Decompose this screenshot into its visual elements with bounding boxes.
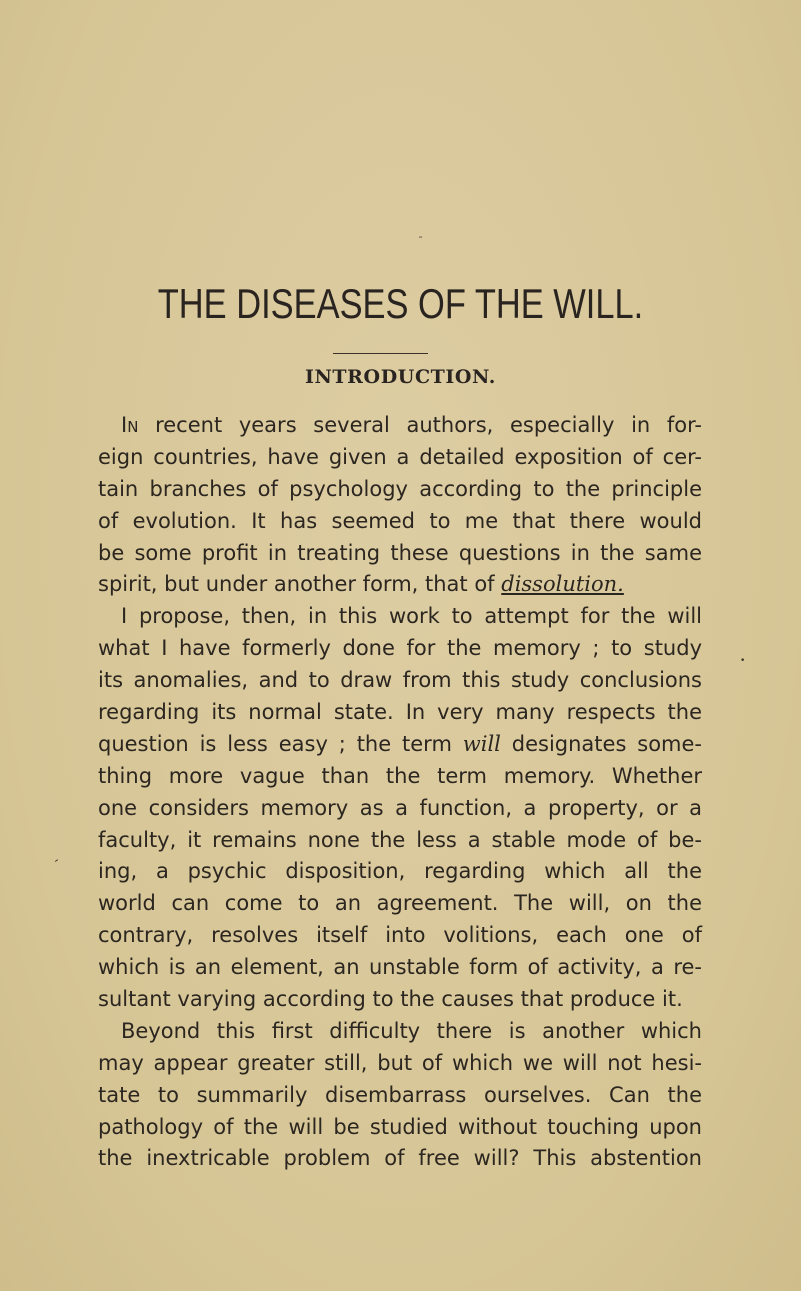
title-rule bbox=[333, 353, 428, 354]
stray-mark-left: - bbox=[50, 853, 62, 867]
text-line: of evolution. It has seemed to me that there would bbox=[98, 508, 702, 533]
text-line: one considers memory as a function, a property, or a bbox=[98, 795, 702, 820]
text-line: what I have formerly done for the memory ; to study bbox=[98, 636, 702, 661]
stray-mark-top: ˜ bbox=[418, 236, 423, 247]
text-line: tate to summarily disembarrass ourselves. Can the bbox=[98, 1082, 702, 1107]
text-line: sultant varying according to the causes that produce it. bbox=[98, 987, 683, 1012]
text-line: contrary, resolves itself into volitions, each one of bbox=[98, 923, 702, 948]
emphasis-dissolution: dissolution. bbox=[501, 572, 624, 597]
text-line: question is less easy ; the term will designates some- bbox=[98, 731, 702, 756]
stray-mark-right: • bbox=[740, 656, 746, 666]
text-line: faculty, it remains none the less a stable mode of be- bbox=[98, 827, 702, 852]
text-line: may appear greater still, but of which we will not hesi- bbox=[98, 1050, 702, 1075]
text-line: eign countries, have given a detailed exposition of cer- bbox=[98, 444, 702, 469]
text-line: In recent years several authors, especially in for- bbox=[121, 413, 702, 437]
text-line: thing more vague than the term memory. Whether bbox=[98, 763, 702, 788]
chapter-heading: INTRODUCTION. bbox=[304, 366, 497, 388]
text-line: pathology of the will be studied without touching upon bbox=[98, 1114, 702, 1139]
book-title: THE DISEASES OF THE WILL. bbox=[157, 280, 644, 327]
text-line: its anomalies, and to draw from this study conclusions bbox=[98, 668, 702, 693]
text-line: tain branches of psychology according to the principle bbox=[98, 476, 702, 501]
body-text bbox=[98, 410, 702, 1175]
text-line: which is an element, an unstable form of activity, a re- bbox=[98, 955, 702, 980]
text-line: Beyond this first difficulty there is another which bbox=[121, 1018, 702, 1043]
text-line: world can come to an agreement. The will, on the bbox=[98, 891, 702, 916]
text-line: spirit, but under another form, that of dissolution. bbox=[98, 572, 624, 597]
text-line: the inextricable problem of free will? This abstention bbox=[98, 1146, 702, 1171]
text-line: be some profit in treating these questions in the same bbox=[98, 540, 702, 565]
text-line: ing, a psychic disposition, regarding which all the bbox=[98, 859, 702, 884]
drop-lead-word: In bbox=[121, 413, 139, 437]
text-line: regarding its normal state. In very many respects the bbox=[98, 700, 702, 725]
text-line: I propose, then, in this work to attempt for the will bbox=[121, 604, 702, 629]
emphasis-will: will bbox=[462, 731, 501, 756]
